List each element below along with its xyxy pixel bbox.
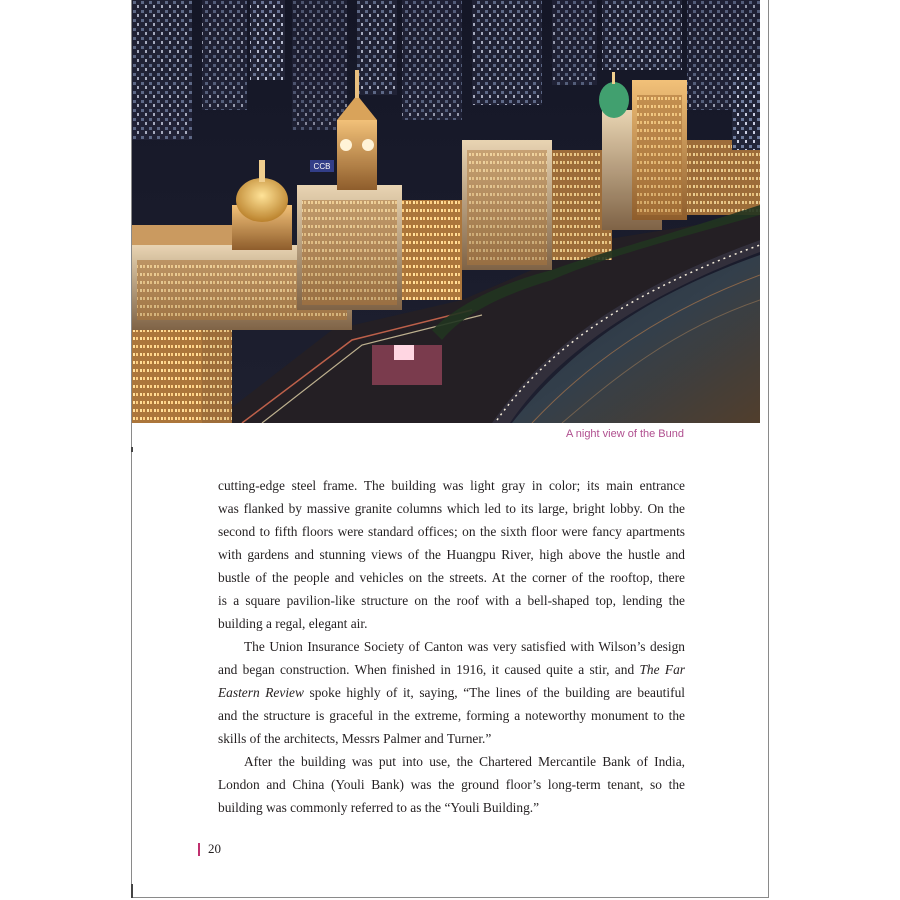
crop-mark: [131, 884, 133, 898]
page-number: 20: [208, 841, 221, 856]
text-line: building was commonly referred to as the “Youli Building.”: [218, 800, 540, 815]
text-line: second to fifth floors were standard offices; on the sixth floor were fancy apartments: [218, 524, 685, 539]
text-line: Eastern Review spoke highly of it, saying, “The lines of the building are beautiful: [218, 685, 685, 700]
text-line: The Union Insurance Society of Canton was very satisfied with Wilson’s design: [244, 639, 685, 654]
body-paragraph: [218, 750, 685, 819]
page-folio: [198, 841, 221, 857]
text-line: skills of the architects, Messrs Palmer and Turner.”: [218, 731, 492, 746]
text-line: was flanked by massive granite columns which led to its large, bright lobby. On the: [218, 501, 685, 516]
text-line: is a square pavilion-like structure on the roof with a bell-shaped top, lending the: [218, 593, 685, 608]
text-line: After the building was put into use, the Chartered Mercantile Bank of India,: [244, 754, 685, 769]
text-line: cutting-edge steel frame. The building was light gray in color; its main entrance: [218, 478, 685, 493]
text-line: and began construction. When finished in 1916, it caused quite a stir, and The Far: [218, 662, 685, 677]
ccb-sign: CCB: [313, 162, 331, 171]
photo-caption: A night view of the Bund: [565, 428, 684, 440]
text-line: and the structure is graceful in the extreme, forming a noteworthy monument to the: [218, 708, 685, 723]
text-line: bustle of the people and vehicles on the streets. At the corner of the rooftop, there: [218, 570, 685, 585]
body-text: [218, 474, 685, 819]
bund-night-photo: [132, 0, 760, 423]
body-paragraph: [218, 635, 685, 750]
body-paragraph: [218, 474, 685, 635]
text-line: with gardens and stunning views of the Huangpu River, high above the hustle and: [218, 547, 685, 562]
text-line: London and China (Youli Bank) was the ground floor’s long-term tenant, so the: [218, 777, 685, 792]
folio-bar: [198, 843, 200, 856]
text-line: building a regal, elegant air.: [218, 616, 368, 631]
crop-mark: [131, 447, 133, 452]
